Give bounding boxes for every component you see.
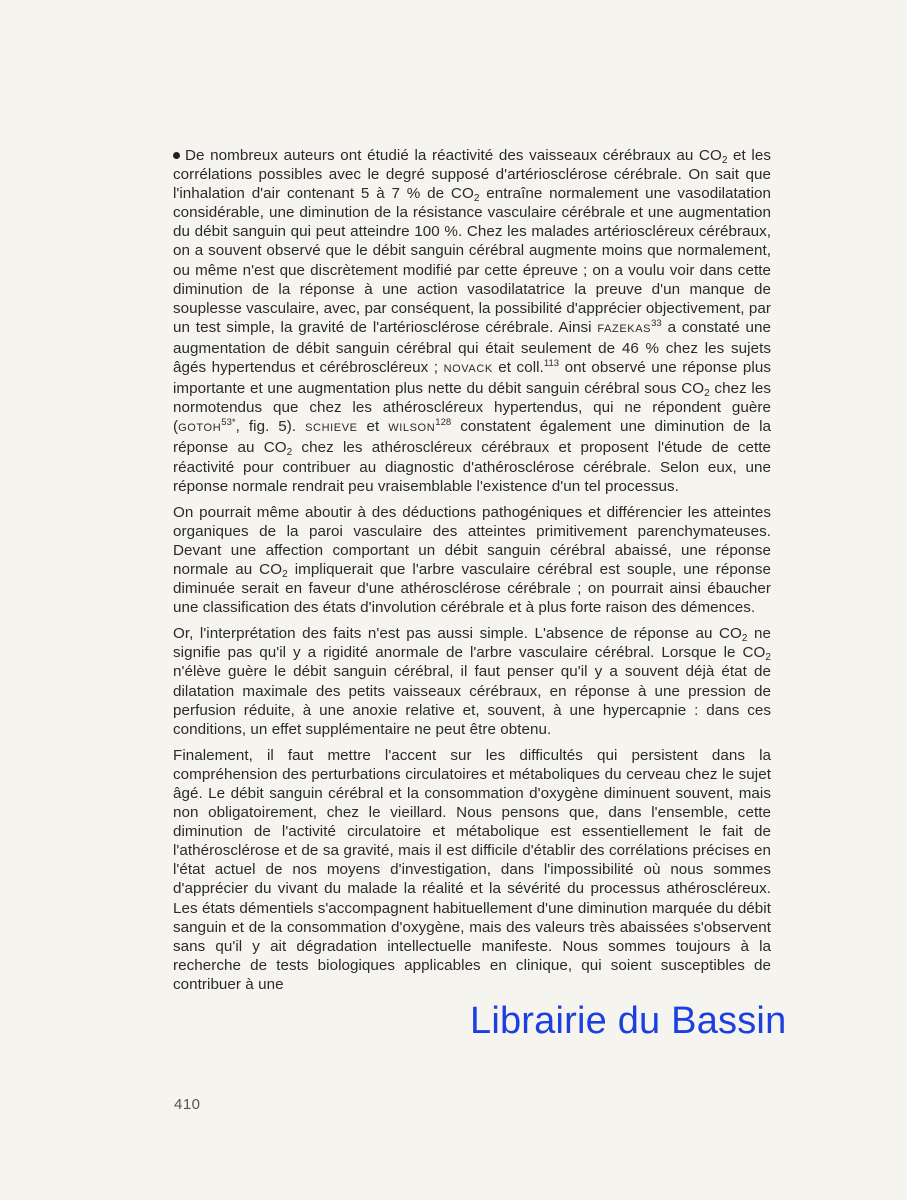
reference-128: 128	[435, 417, 452, 429]
page-number: 410	[174, 1096, 201, 1113]
paragraph-4: Finalement, il faut mettre l'accent sur les difficultés qui persistent dans la compréhension des perturbations circulatoires et métaboliques du cerveau chez le sujet âgé. Le débit sanguin cérébral et la consommation d'oxygène diminuent souvent, mais non obligatoirement, chez le vieillard. Nous pensons que, dans l'ensemble, cette diminution de l'activité circulatoire et métabolique est essentiellement le fait de l'athérosclérose et de sa gravité, mais il est difficile d'établir des corrélations précises en l'état actuel de nos moyens d'investigation, dans l'impossibilité où nous sommes d'apprécier du vivant du malade la réalité et la sévérité du processus athéroscléreux. Les états démentiels s'accompagnent habituellement d'une diminution marquée du débit sanguin et de la consommation d'oxygène, mais des valeurs très abaissées s'observent sans qu'il y ait dégradation intellectuelle manifeste. Nous sommes toujours à la recherche de tests biologiques applicables en clinique, qui soient susceptibles de contribuer à une	[173, 746, 771, 993]
bullet-icon	[173, 152, 180, 159]
reference-113: 113	[543, 358, 560, 370]
watermark: Librairie du Bassin	[470, 1000, 787, 1042]
reference-33: 33	[651, 317, 662, 329]
body-text	[173, 146, 771, 1001]
paragraph-2: On pourrait même aboutir à des déductions pathogéniques et différencier les atteintes organiques de la paroi vasculaire des atteintes primitivement parenchymateuses. Devant une affection comportant un débit sanguin cérébral abaissé, une réponse normale au $CO_2$ impliquerait que l'arbre vasculaire cérébral est souple, une réponse diminuée serait en faveur d'une athérosclérose cérébrale ; on pourrait ainsi ébaucher une classification des états d'involution cérébrale et à plus forte raison des démences.	[173, 503, 771, 617]
author-schieve: SCHIEVE	[305, 422, 358, 435]
author-gotoh: GOTO	[178, 422, 213, 435]
paragraph-3: Or, l'interprétation des faits n'est pas aussi simple. L'absence de réponse au $CO_2$ ne signifie pas qu'il y a rigidité anormale de l'arbre vasculaire cérébral. Lorsque le $CO_2$ n'élève guère le débit sanguin cérébral, il faut penser qu'il y a souvent déjà état de dilatation maximale des petits vaisseaux cérébraux, en réponse à une pression de perfusion réduite, à une anoxie relative et, souvent, à une hypercapnie : dans ces conditions, un effet supplémentaire ne peut être obtenu.	[173, 625, 771, 738]
paragraph-1: De nombreux auteurs ont étudié la réactivité des vaisseaux cérébraux au $CO_2$ et les corrélations possibles avec le degré supposé d'artériosclérose cérébrale. On sait que l'inhalation d'air contenant 5 à 7 % de $CO_2$ entraîne normalement une vasodilatation considérable, une diminution de la résistance vasculaire cérébrale et une augmentation du débit sanguin qui peut atteindre 100 %. Chez les malades artérioscléreux cérébraux, on a souvent observé que le débit sanguin cérébral augmente moins que normalement, ou même n'est que discrètement modifié par cette épreuve ; on a voulu voir dans cette diminution de la réponse à une action vasodilatatrice la preuve d'un manque de souplesse vasculaire, avec, par conséquent, la possibilité d'apprécier objectivement, par un test simple, la gravité de l'artériosclérose cérébrale. Ainsi FAZEKAS$^{33}$ a constaté une augmentation de débit sanguin cérébral qui était seulement de 46 % chez les sujets âgés hypertendus et cérébroscléreux ; NOVACK et coll.$^{113}$ ont observé une réponse plus importante et une augmentation plus nette du débit sanguin cérébral sous $CO_2$ chez les normotendus que chez les athéroscléreux hypertendus, qui ne répondent guère ($GOTOH^{53*}$, fig. 5). SCHIEVE et WILSON$^{128}$ constatent également une diminution de la réponse au $CO_2$ chez les athéroscléreux cérébraux et proposent l'étude de cette réactivité pour contribuer au diagnostic d'athérosclérose cérébrale. Selon eux, une réponse normale rendrait peu vraisemblable l'existence d'un tel processus.	[173, 147, 772, 495]
author-wilson: WILSON	[388, 422, 436, 435]
author-novack: NOVACK	[443, 363, 493, 376]
author-fazekas: FAZEKAS	[597, 322, 652, 335]
reference-53: 53*	[221, 417, 236, 429]
